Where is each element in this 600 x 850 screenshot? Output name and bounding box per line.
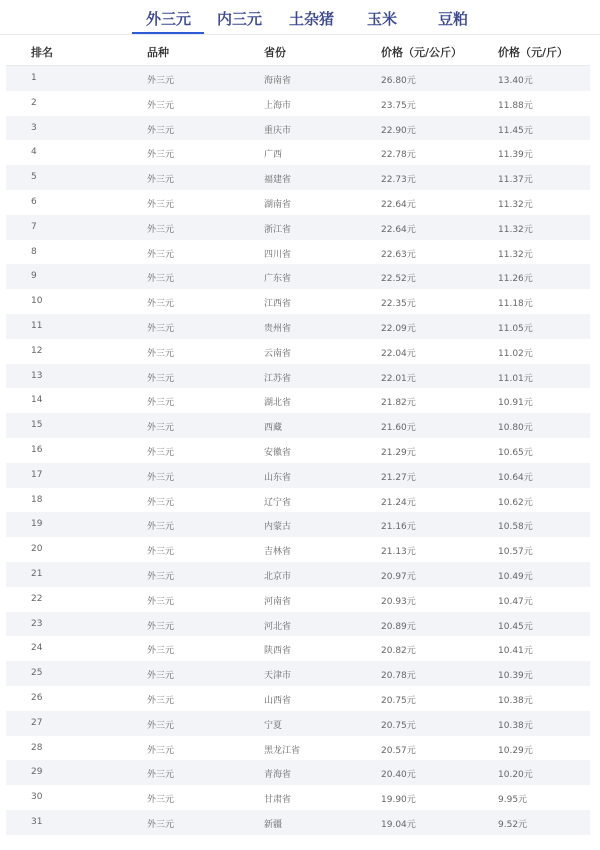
cell-variety: 外三元	[147, 795, 175, 806]
table-row	[6, 438, 590, 463]
cell-province: 陕西省	[264, 646, 292, 657]
table-row	[6, 686, 590, 711]
cell-province: 黑龙江省	[264, 745, 301, 756]
cell-variety: 外三元	[147, 646, 175, 657]
cell-variety: 外三元	[147, 472, 175, 483]
cell-price-per-jin: 11.32元	[498, 224, 533, 235]
cell-variety: 外三元	[147, 323, 175, 334]
cell-province: 山东省	[264, 472, 292, 483]
table-row	[6, 612, 590, 637]
cell-price-per-kg: 22.35元	[381, 299, 416, 310]
cell-price-per-jin: 11.32元	[498, 199, 533, 210]
cell-variety: 外三元	[147, 373, 175, 384]
cell-province: 重庆市	[264, 125, 292, 136]
cell-price-per-kg: 23.75元	[381, 100, 416, 111]
cell-price-per-kg: 20.82元	[381, 646, 416, 657]
cell-rank: 25	[31, 668, 43, 679]
cell-rank: 30	[31, 792, 43, 803]
tab-tu-za-zhu[interactable]: 土杂猪	[289, 10, 335, 28]
cell-rank: 21	[31, 568, 43, 579]
table-row	[6, 562, 590, 587]
cell-price-per-jin: 11.05元	[498, 323, 533, 334]
table-row	[6, 810, 590, 835]
cell-variety: 外三元	[147, 274, 175, 285]
tab-wai-san-yuan[interactable]: 外三元	[146, 10, 192, 28]
table-row	[6, 264, 590, 289]
cell-rank: 14	[31, 395, 43, 406]
cell-price-per-kg: 22.09元	[381, 323, 416, 334]
cell-rank: 29	[31, 767, 43, 778]
cell-variety: 外三元	[147, 100, 175, 111]
cell-variety: 外三元	[147, 423, 175, 434]
cell-rank: 24	[31, 643, 43, 654]
cell-province: 江西省	[264, 299, 292, 310]
cell-province: 贵州省	[264, 323, 292, 334]
cell-price-per-kg: 19.90元	[381, 795, 416, 806]
cell-rank: 12	[31, 345, 43, 356]
cell-price-per-jin: 10.47元	[498, 596, 533, 607]
cell-rank: 3	[31, 122, 37, 133]
cell-variety: 外三元	[147, 671, 175, 682]
table-row	[6, 66, 590, 91]
cell-price-per-jin: 10.45元	[498, 621, 533, 632]
header-rank: 排名	[31, 46, 53, 59]
cell-variety: 外三元	[147, 720, 175, 731]
table-row	[6, 364, 590, 389]
cell-variety: 外三元	[147, 596, 175, 607]
cell-rank: 17	[31, 469, 43, 480]
cell-price-per-jin: 11.18元	[498, 299, 533, 310]
table-body	[6, 66, 590, 835]
table-row	[6, 760, 590, 785]
table-row	[6, 587, 590, 612]
cell-variety: 外三元	[147, 497, 175, 508]
cell-price-per-kg: 20.97元	[381, 571, 416, 582]
cell-price-per-kg: 22.01元	[381, 373, 416, 384]
cell-price-per-kg: 20.75元	[381, 720, 416, 731]
cell-rank: 15	[31, 420, 43, 431]
table-row	[6, 785, 590, 810]
cell-rank: 6	[31, 196, 37, 207]
table-row	[6, 289, 590, 314]
cell-province: 内蒙古	[264, 522, 292, 533]
table-row	[6, 512, 590, 537]
cell-price-per-jin: 10.62元	[498, 497, 533, 508]
cell-province: 安徽省	[264, 447, 292, 458]
cell-price-per-jin: 13.40元	[498, 76, 533, 86]
cell-province: 北京市	[264, 571, 292, 582]
cell-price-per-jin: 11.88元	[498, 100, 533, 111]
cell-rank: 5	[31, 172, 37, 183]
cell-price-per-jin: 11.32元	[498, 249, 533, 260]
tab-nei-san-yuan[interactable]: 内三元	[217, 10, 263, 28]
cell-province: 辽宁省	[264, 497, 292, 508]
cell-price-per-kg: 22.64元	[381, 224, 416, 235]
cell-variety: 外三元	[147, 745, 175, 756]
cell-variety: 外三元	[147, 398, 175, 409]
cell-province: 上海市	[264, 100, 292, 111]
cell-variety: 外三元	[147, 770, 175, 781]
cell-price-per-jin: 9.95元	[498, 795, 528, 806]
cell-variety: 外三元	[147, 150, 175, 161]
cell-price-per-jin: 10.91元	[498, 398, 533, 409]
cell-variety: 外三元	[147, 547, 175, 558]
cell-province: 宁夏	[264, 720, 283, 731]
cell-variety: 外三元	[147, 299, 175, 310]
cell-rank: 31	[31, 816, 43, 827]
cell-price-per-kg: 21.27元	[381, 472, 416, 483]
cell-province: 天津市	[264, 671, 292, 682]
cell-price-per-kg: 22.04元	[381, 348, 416, 359]
cell-price-per-kg: 22.78元	[381, 150, 416, 161]
cell-rank: 2	[31, 97, 37, 108]
cell-province: 海南省	[264, 76, 292, 86]
table-row	[6, 463, 590, 488]
cell-variety: 外三元	[147, 571, 175, 582]
cell-rank: 13	[31, 370, 43, 381]
table-row	[6, 165, 590, 190]
cell-province: 青海省	[264, 770, 292, 781]
cell-price-per-kg: 21.60元	[381, 423, 416, 434]
cell-province: 四川省	[264, 249, 292, 260]
cell-price-per-jin: 10.57元	[498, 547, 533, 558]
cell-variety: 外三元	[147, 175, 175, 186]
cell-price-per-jin: 10.65元	[498, 447, 533, 458]
cell-rank: 10	[31, 296, 43, 307]
cell-price-per-kg: 22.73元	[381, 175, 416, 186]
cell-variety: 外三元	[147, 819, 175, 830]
cell-price-per-kg: 21.13元	[381, 547, 416, 558]
cell-province: 西藏	[264, 423, 283, 434]
cell-rank: 1	[31, 73, 37, 83]
cell-rank: 7	[31, 221, 37, 232]
cell-price-per-kg: 21.16元	[381, 522, 416, 533]
cell-price-per-jin: 10.29元	[498, 745, 533, 756]
cell-rank: 16	[31, 444, 43, 455]
cell-province: 江苏省	[264, 373, 292, 384]
cell-province: 新疆	[264, 819, 283, 830]
cell-price-per-kg: 21.29元	[381, 447, 416, 458]
tab-dou-po[interactable]: 豆粕	[438, 10, 469, 28]
table-row	[6, 636, 590, 661]
tab-yu-mi[interactable]: 玉米	[367, 10, 398, 28]
cell-price-per-kg: 19.04元	[381, 819, 416, 830]
cell-variety: 外三元	[147, 695, 175, 706]
cell-province: 河北省	[264, 621, 292, 632]
cell-price-per-jin: 10.58元	[498, 522, 533, 533]
cell-province: 河南省	[264, 596, 292, 607]
price-table	[6, 35, 590, 835]
table-row	[6, 140, 590, 165]
table-row	[6, 314, 590, 339]
header-price-per-jin: 价格（元/斤）	[498, 46, 569, 59]
cell-price-per-kg: 22.63元	[381, 249, 416, 260]
cell-variety: 外三元	[147, 199, 175, 210]
cell-rank: 9	[31, 271, 37, 282]
cell-province: 湖南省	[264, 199, 292, 210]
cell-rank: 28	[31, 742, 43, 753]
cell-price-per-jin: 11.26元	[498, 274, 533, 285]
cell-price-per-kg: 22.52元	[381, 274, 416, 285]
cell-price-per-jin: 10.64元	[498, 472, 533, 483]
cell-price-per-kg: 22.90元	[381, 125, 416, 136]
header-variety: 品种	[147, 46, 169, 59]
cell-price-per-kg: 20.57元	[381, 745, 416, 756]
cell-rank: 26	[31, 692, 43, 703]
cell-variety: 外三元	[147, 621, 175, 632]
header-price-per-kg: 价格（元/公斤）	[381, 46, 463, 59]
table-row	[6, 339, 590, 364]
cell-rank: 18	[31, 494, 43, 505]
cell-price-per-jin: 11.45元	[498, 125, 533, 136]
table-row	[6, 388, 590, 413]
table-row	[6, 537, 590, 562]
cell-price-per-jin: 10.20元	[498, 770, 533, 781]
cell-price-per-kg: 22.64元	[381, 199, 416, 210]
table-row	[6, 116, 590, 141]
cell-variety: 外三元	[147, 522, 175, 533]
cell-price-per-jin: 11.02元	[498, 348, 533, 359]
table-row	[6, 488, 590, 513]
cell-rank: 22	[31, 593, 43, 604]
cell-rank: 20	[31, 544, 43, 555]
cell-rank: 19	[31, 519, 43, 530]
cell-price-per-kg: 20.89元	[381, 621, 416, 632]
cell-province: 湖北省	[264, 398, 292, 409]
cell-price-per-jin: 11.37元	[498, 175, 533, 186]
cell-price-per-jin: 10.49元	[498, 571, 533, 582]
cell-price-per-kg: 21.24元	[381, 497, 416, 508]
cell-province: 吉林省	[264, 547, 292, 558]
cell-price-per-kg: 26.80元	[381, 76, 416, 86]
cell-price-per-jin: 10.41元	[498, 646, 533, 657]
table-header-row	[6, 35, 590, 66]
cell-price-per-jin: 10.38元	[498, 695, 533, 706]
cell-province: 福建省	[264, 175, 292, 186]
table-row	[6, 711, 590, 736]
header-province: 省份	[264, 46, 286, 59]
cell-province: 山西省	[264, 695, 292, 706]
cell-price-per-kg: 20.40元	[381, 770, 416, 781]
cell-variety: 外三元	[147, 224, 175, 235]
table-row	[6, 413, 590, 438]
cell-province: 云南省	[264, 348, 292, 359]
cell-variety: 外三元	[147, 447, 175, 458]
cell-province: 广西	[264, 150, 283, 161]
cell-province: 浙江省	[264, 224, 292, 235]
cell-variety: 外三元	[147, 348, 175, 359]
table-row	[6, 215, 590, 240]
cell-variety: 外三元	[147, 249, 175, 260]
table-row	[6, 190, 590, 215]
tab-bar	[0, 0, 600, 35]
cell-variety: 外三元	[147, 125, 175, 136]
cell-price-per-jin: 11.39元	[498, 150, 533, 161]
cell-price-per-kg: 20.93元	[381, 596, 416, 607]
cell-price-per-jin: 10.80元	[498, 423, 533, 434]
cell-rank: 8	[31, 246, 37, 257]
cell-price-per-kg: 20.75元	[381, 695, 416, 706]
cell-rank: 27	[31, 717, 43, 728]
cell-price-per-kg: 20.78元	[381, 671, 416, 682]
cell-price-per-jin: 11.01元	[498, 373, 533, 384]
cell-price-per-jin: 10.39元	[498, 671, 533, 682]
cell-rank: 11	[31, 320, 43, 331]
table-row	[6, 661, 590, 686]
active-tab-indicator	[132, 32, 204, 34]
cell-price-per-kg: 21.82元	[381, 398, 416, 409]
table-row	[6, 736, 590, 761]
table-row	[6, 91, 590, 116]
cell-variety: 外三元	[147, 76, 175, 86]
cell-province: 广东省	[264, 274, 292, 285]
cell-rank: 4	[31, 147, 37, 158]
table-row	[6, 240, 590, 265]
cell-price-per-jin: 9.52元	[498, 819, 528, 830]
cell-price-per-jin: 10.38元	[498, 720, 533, 731]
cell-rank: 23	[31, 618, 43, 629]
cell-province: 甘肃省	[264, 795, 292, 806]
